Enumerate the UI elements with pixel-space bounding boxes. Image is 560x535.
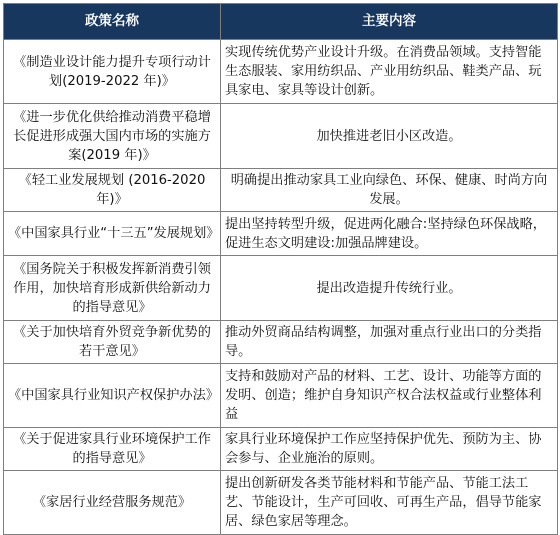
policy-content-cell: 实现传统优势产业设计升级。在消费品领域。支持智能生态服装、家用纺织品、产业用纺织品、鞋类产品、玩具家电、家具等设计创新。 <box>221 40 558 104</box>
policy-name-cell: 《制造业设计能力提升专项行动计划(2019-2022 年)》 <box>4 40 221 104</box>
policy-content-cell: 提出改造提升传统行业。 <box>221 256 558 321</box>
policy-content-cell: 家具行业环境保护工作应坚持保护优先、预防为主、协会参与、企业施治的原则。 <box>221 428 558 471</box>
policy-name-cell: 《中国家具行业“十三五”发展规划》 <box>4 212 221 256</box>
table-row <box>4 471 558 535</box>
policy-name-cell: 《关于促进家具行业环境保护工作的指导意见》 <box>4 428 221 471</box>
policy-content-cell: 推动外贸商品结构调整，加强对重点行业出口的分类指导。 <box>221 321 558 364</box>
table-row <box>4 256 558 321</box>
policy-name-cell: 《关于加快培育外贸竞争新优势的若干意见》 <box>4 321 221 364</box>
table-row <box>4 428 558 471</box>
table-row <box>4 364 558 428</box>
table-header-row <box>4 4 558 40</box>
policy-table <box>3 3 558 535</box>
policy-name-cell: 《家居行业经营服务规范》 <box>4 471 221 535</box>
header-policy-name: 政策名称 <box>4 4 221 40</box>
policy-content-cell: 提出坚持转型升级，促进两化融合:坚持绿色环保战略，促进生态文明建设:加强品牌建设。 <box>221 212 558 256</box>
policy-name-cell: 《轻工业发展规划 (2016-2020 年)》 <box>4 169 221 212</box>
policy-name-cell: 《中国家具行业知识产权保护办法》 <box>4 364 221 428</box>
header-main-content: 主要内容 <box>221 4 558 40</box>
table-row <box>4 104 558 169</box>
policy-content-cell: 明确提出推动家具工业向绿色、环保、健康、时尚方向发展。 <box>221 169 558 212</box>
policy-content-cell: 加快推进老旧小区改造。 <box>221 104 558 169</box>
table-row <box>4 321 558 364</box>
table-row <box>4 169 558 212</box>
table-row <box>4 212 558 256</box>
policy-content-cell: 提出创新研发各类节能材料和节能产品、节能工法工艺、节能设计，生产可回收、可再生产品，倡导节能家居、绿色家居等理念。 <box>221 471 558 535</box>
policy-name-cell: 《进一步优化供给推动消费平稳增长促进形成强大国内市场的实施方案(2019 年)》 <box>4 104 221 169</box>
table-row <box>4 40 558 104</box>
policy-content-cell: 支持和鼓励对产品的材料、工艺、设计、功能等方面的发明、创造；维护自身知识产权合法权益或行业整体利益 <box>221 364 558 428</box>
policy-name-cell: 《国务院关于积极发挥新消费引领作用，加快培育形成新供给新动力的指导意见》 <box>4 256 221 321</box>
